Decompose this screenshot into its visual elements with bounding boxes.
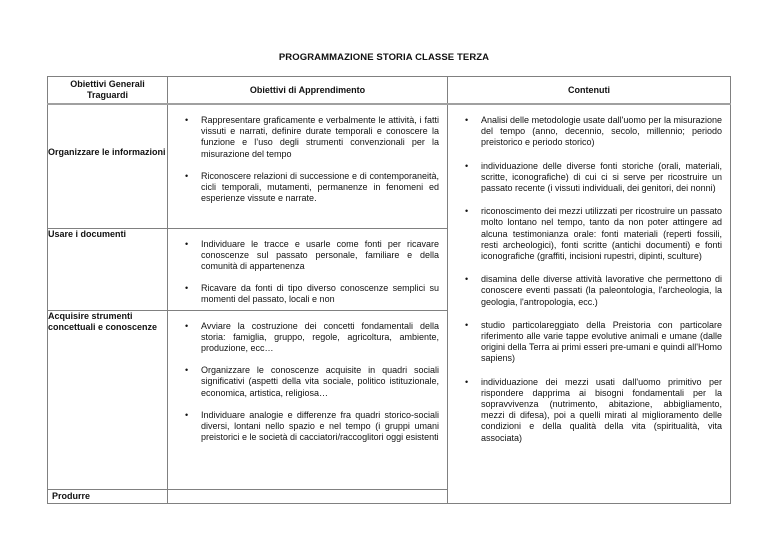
objective-text: Individuare analogie e differenze fra quadri storico-sociali diversi, lontani nello spazio e nel tempo (i gruppi umani preistorici e le società di cacciatori/raccoglitori oggi esistenti <box>201 409 439 443</box>
content-text: individuazione delle diverse fonti storiche (orali, materiali, scritte, iconografiche) di cui ci si serve per ricostruire un passato recente (i vissuti individuali, dei genitori, dei nonni) <box>481 160 722 194</box>
goal-label: Acquisire strumenti concettuali e conoscenze <box>48 310 158 332</box>
objective-text: Ricavare da fonti di tipo diverso conoscenze semplici su momenti del passato, locali e non <box>201 283 439 305</box>
objective-text: Organizzare le conoscenze acquisite in quadri sociali significativi (aspetti della vita sociale, politico istituzionale, economica, artistica, religiosa… <box>201 365 439 398</box>
document-title: PROGRAMMAZIONE STORIA CLASSE TERZA <box>278 52 490 63</box>
goal-label: Usare i documenti <box>48 228 127 239</box>
bullet-icon: • <box>465 319 469 330</box>
bullet-icon: • <box>185 283 189 294</box>
objectives-cell-empty <box>168 489 448 503</box>
objectives-cell <box>168 228 448 310</box>
objective-text: Individuare le tracce e usarle come fonti per ricavare conoscenze sul passato personale, familiare e della comunità di appartenenza <box>201 238 439 271</box>
header-learning-objectives: Obiettivi di Apprendimento <box>168 77 448 105</box>
list-item <box>448 115 722 149</box>
bullet-icon: • <box>185 170 189 181</box>
bullet-icon: • <box>185 409 189 420</box>
list-item <box>448 274 722 308</box>
content-text: riconoscimento dei mezzi utilizzati per ricostruire un passato molto lontano nel tempo, tanto da non poter attingere ad alcuna testimonianza orale: fonti materiali (reperti fossili, resti archeologici), fonti scritte (antichi documenti) e fonti iconografiche (graffiti, incisioni rupestri, dipinti, sculture) <box>481 206 722 262</box>
contents-list <box>448 105 730 460</box>
bullet-icon: • <box>185 320 189 331</box>
objectives-cell <box>168 310 448 489</box>
header-contents: Contenuti <box>448 77 731 105</box>
bullet-icon: • <box>465 274 469 285</box>
goal-cell <box>48 104 168 228</box>
bullet-icon: • <box>465 376 469 387</box>
bullet-icon: • <box>185 115 189 125</box>
list-item <box>168 321 439 355</box>
goal-cell <box>48 228 168 310</box>
list-item <box>448 206 722 262</box>
objectives-list <box>168 229 447 310</box>
bullet-icon: • <box>465 206 469 217</box>
goal-label: Organizzare le informazioni <box>48 147 166 157</box>
programming-table <box>47 76 731 504</box>
objective-text: Rappresentare graficamente e verbalmente le attività, i fatti vissuti e narrati, definire durate temporali e conoscere la funzione e l’uso degli strumenti convenzionali per la misurazione del tempo <box>201 115 439 159</box>
objectives-list <box>168 105 447 208</box>
list-item <box>168 410 439 444</box>
bullet-icon: • <box>465 160 469 171</box>
content-text: Analisi delle metodologie usate dall'uomo per la misurazione del tempo (anno, decennio, secolo, millennio; periodo preistorico e periodo storico) <box>481 115 722 148</box>
goal-cell <box>48 489 168 503</box>
list-item <box>168 171 439 205</box>
list-item <box>168 283 439 305</box>
list-item <box>448 377 722 444</box>
list-item <box>448 161 722 195</box>
table-row <box>48 104 731 228</box>
contents-cell <box>448 104 731 503</box>
content-text: studio particolareggiato della Preistoria con particolare riferimento alle varie tappe evolutive animali e umane (dalle origini della Terra ai primi esseri pre-umani e quindi all'Homo sapiens) <box>481 319 722 364</box>
list-item <box>168 239 439 273</box>
objectives-list <box>168 311 447 448</box>
list-item <box>168 115 439 160</box>
bullet-icon: • <box>185 365 189 376</box>
table-header-row <box>48 77 731 105</box>
objectives-cell <box>168 104 448 228</box>
header-general-goals: Obiettivi Generali Traguardi <box>48 77 168 105</box>
bullet-icon: • <box>185 238 189 249</box>
objective-text: Riconoscere relazioni di successione e di contemporaneità, cicli temporali, mutamenti, permanenze in fenomeni ed esperienze vissute e narrate. <box>201 170 439 204</box>
goal-cell <box>48 310 168 489</box>
content-text: individuazione dei mezzi usati dall'uomo primitivo per rispondere dapprima ai bisogni fondamentali per la sopravvivenza (nutrimento, abitazione, abbigliamento, mezzi di difesa), poi a quelli mirati al miglioramento delle condizioni e della qualità della vita (spiritualità, vita associata) <box>481 376 722 443</box>
goal-label: Produrre <box>52 490 91 501</box>
list-item <box>168 365 439 399</box>
list-item <box>448 320 722 365</box>
objective-text: Avviare la costruzione dei concetti fondamentali della storia: famiglia, gruppo, regole, agricoltura, ambiente, produzione, ecc… <box>201 320 439 353</box>
content-text: disamina delle diverse attività lavorative che permettono di conoscere eventi passati (la paleontologia, l'archeologia, la geologia, l'antropologia, ecc.) <box>481 274 722 307</box>
bullet-icon: • <box>465 115 469 125</box>
